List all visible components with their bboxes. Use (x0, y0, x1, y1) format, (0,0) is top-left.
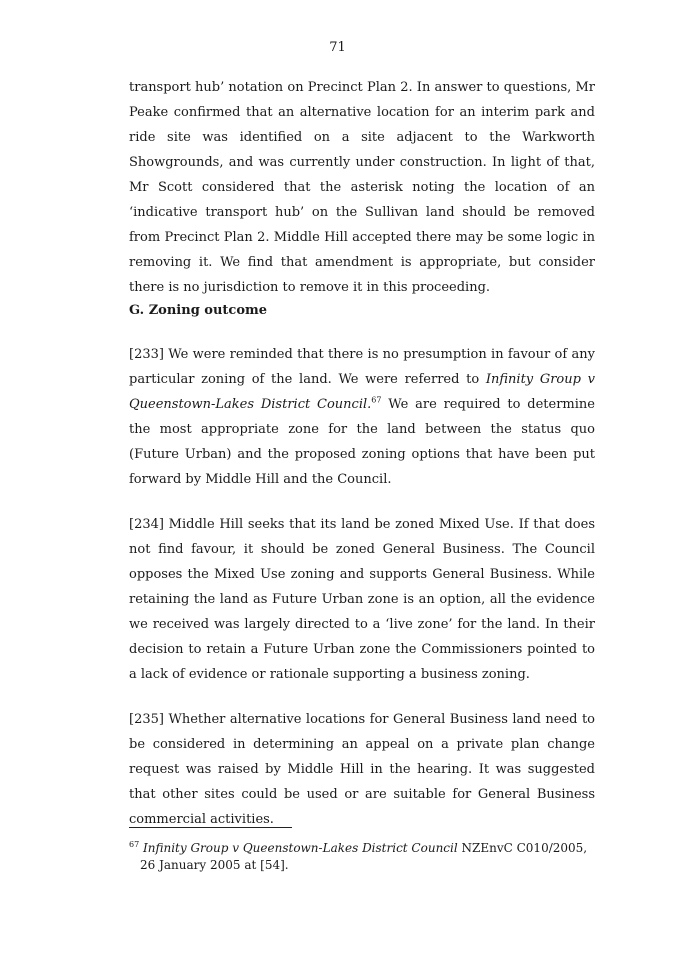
paragraph-text: We are required to determine the most appropriate zone for the land between the status quo (Future Urban) and the proposed zoning options that have been put forward by Middle Hill and the Council. (129, 397, 595, 487)
paragraph-235 (129, 707, 595, 832)
paragraph-234 (129, 512, 595, 687)
paragraph-text: Whether alternative locations for General Business land need to be considered in determining an appeal on a private plan change request was raised by Middle Hill in the hearing. It was suggested that other sites could be used or are suitable for General Business commercial activities. (129, 712, 596, 827)
paragraph-233 (129, 342, 595, 492)
footnote (129, 840, 599, 874)
continuation-paragraph: transport hub’ notation on Precinct Plan 2. In answer to questions, Mr Peake confirmed that an alternative location for an interim park and ride site was identified on a site adjacent to the Warkworth Showgrounds, and was currently under construction. In light of that, Mr Scott considered that the asterisk noting the location of an ‘indicative transport hub’ on the Sullivan land should be removed from Precinct Plan 2. Middle Hill accepted there may be some logic in removing it. We find that amendment is appropriate, but consider there is no jurisdiction to remove it in this proceeding. (129, 80, 595, 295)
section-heading: G. Zoning outcome (129, 303, 268, 318)
paragraph-number: [235] (129, 712, 164, 727)
paragraph-text: Middle Hill seeks that its land be zoned Mixed Use. If that does not find favour, it should be zoned General Business. The Council opposes the Mixed Use zoning and supports General Business. While retaining the land as Future Urban zone is an option, all the evidence we received was largely directed to a ‘live zone’ for the land. In their decision to retain a Future Urban zone the Commissioners pointed to a lack of evidence or rationale supporting a business zoning. (129, 517, 595, 682)
footnote-marker: 67 (129, 840, 140, 849)
footnote-divider (129, 827, 292, 828)
footnote-case-name: Infinity Group v Queenstown-Lakes District Council (143, 841, 458, 855)
paragraph-text: We were reminded that there is no presumption in favour of any particular zoning of the land. We were referred to (129, 347, 595, 387)
footnote-reference[interactable]: 67 (371, 395, 382, 405)
paragraph-number: [234] (129, 517, 164, 532)
paragraph-number: [233] (129, 347, 164, 362)
footnote-citation: NZEnvC C010/2005, 26 January 2005 at [54]. (140, 841, 588, 872)
page-number: 71 (329, 40, 346, 55)
case-name: Infinity Group v Queenstown-Lakes District Council. (129, 372, 595, 412)
